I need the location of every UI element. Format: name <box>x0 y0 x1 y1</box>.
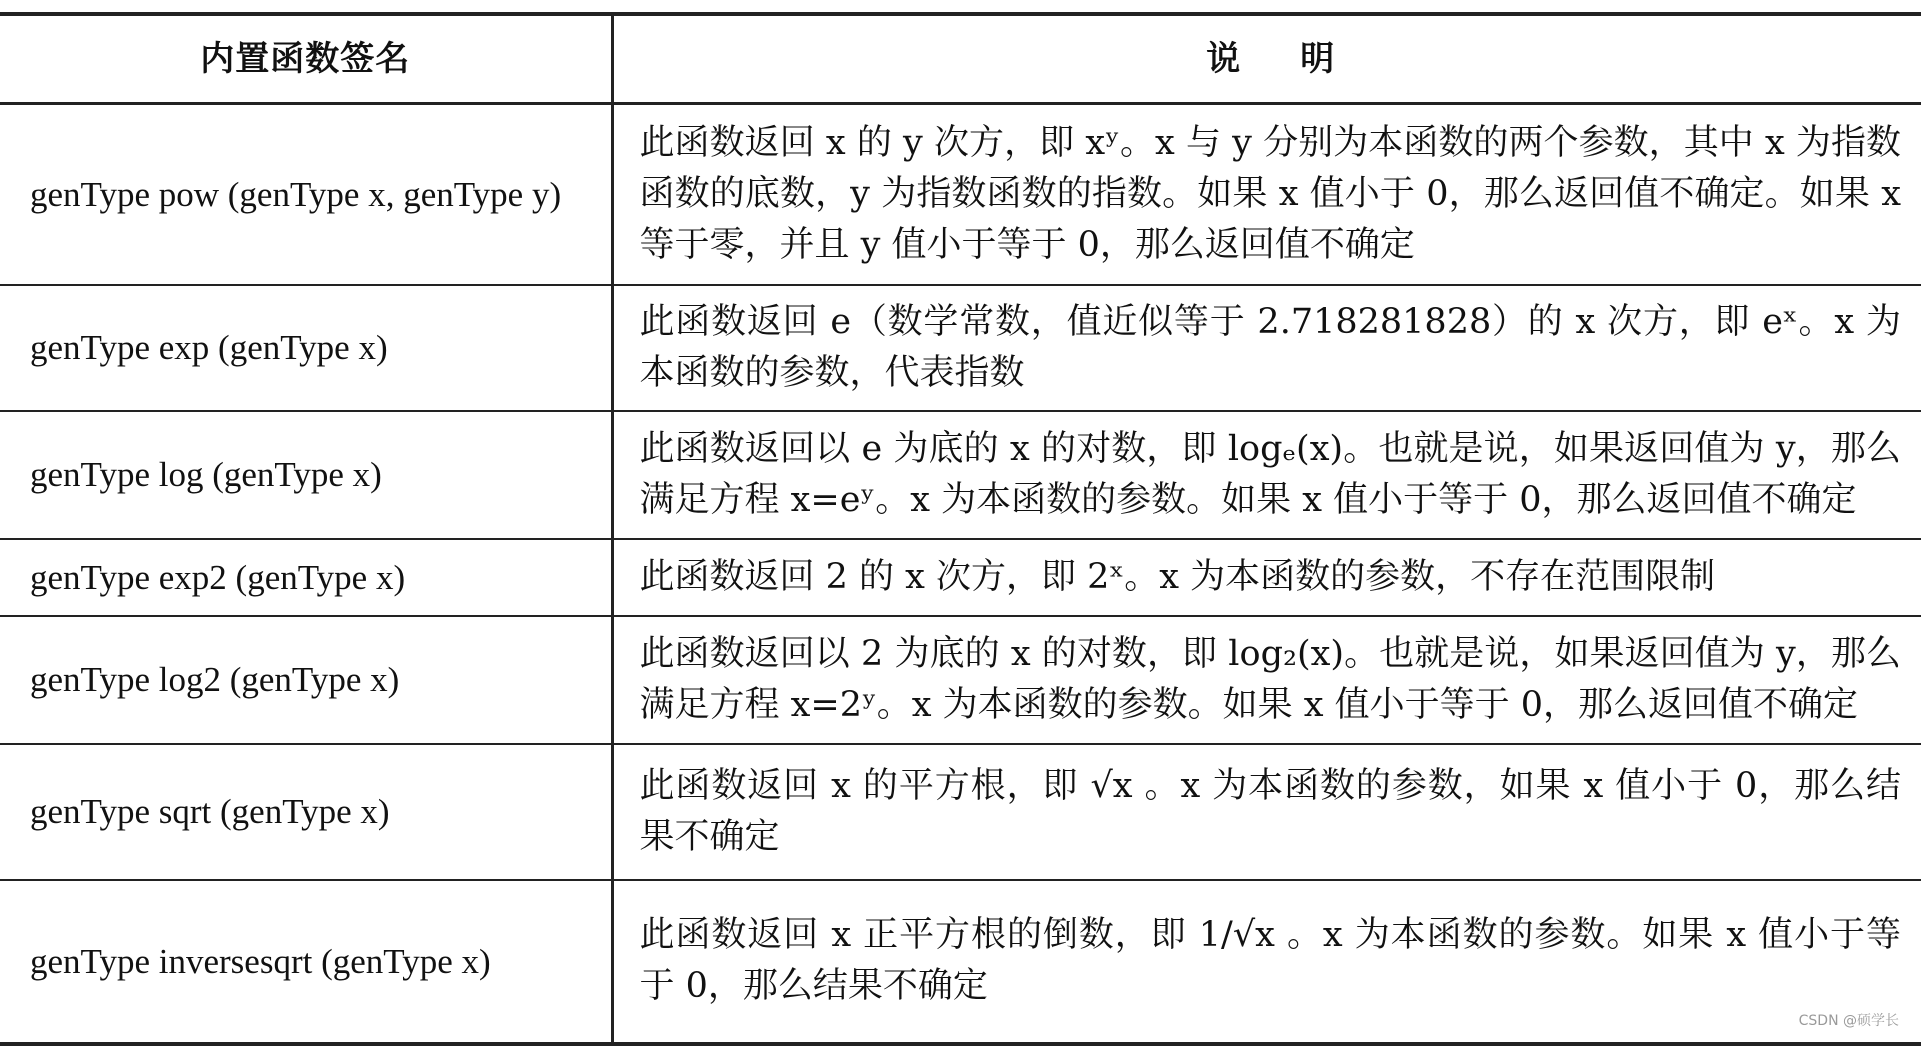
table-row-inversesqrt <box>0 880 1921 1044</box>
signature-exp: genType exp (genType x) <box>0 285 612 411</box>
description-sqrt-text: 此函数返回 x 的平方根，即 √x 。x 为本函数的参数，如果 x 值小于 0，那么结果不确定 <box>639 765 1901 857</box>
description-inversesqrt-text: 此函数返回 x 正平方根的倒数，即 1/√x 。x 为本函数的参数。如果 x 值小于等于 0，那么结果不确定 <box>639 915 1901 1006</box>
description-exp <box>612 285 1921 411</box>
table-header-row <box>0 14 1921 104</box>
signature-pow: genType pow (genType x, genType y) <box>0 104 612 285</box>
header-description-label: 说明 <box>1206 38 1395 79</box>
table-row-pow <box>0 104 1921 285</box>
description-log2 <box>612 616 1921 744</box>
signature-sqrt: genType sqrt (genType x) <box>0 744 612 880</box>
header-signature: 内置函数签名 <box>0 14 612 104</box>
functions-table <box>0 12 1921 1046</box>
table-row-exp2 <box>0 539 1921 616</box>
watermark: CSDN @硕学长 <box>1798 1013 1899 1029</box>
description-log-text: 此函数返回以 e 为底的 x 的对数，即 logₑ(x)。也就是说，如果返回值为 y，那么满足方程 x=eʸ。x 为本函数的参数。如果 x 值小于等于 0，那么返回值不确定 <box>639 428 1901 520</box>
header-description <box>612 14 1921 104</box>
description-log <box>612 411 1921 539</box>
description-inversesqrt <box>612 880 1921 1044</box>
table-row-log <box>0 411 1921 539</box>
table-row-exp <box>0 285 1921 411</box>
signature-exp2: genType exp2 (genType x) <box>0 539 612 616</box>
description-exp2-text: 此函数返回 2 的 x 次方，即 2ˣ。x 为本函数的参数，不存在范围限制 <box>639 556 1716 597</box>
description-exp2 <box>612 539 1921 616</box>
signature-log2: genType log2 (genType x) <box>0 616 612 744</box>
table-row-sqrt <box>0 744 1921 880</box>
description-pow <box>612 104 1921 285</box>
description-exp-text: 此函数返回 e（数学常数，值近似等于 2.718281828）的 x 次方，即 eˣ。x 为本函数的参数，代表指数 <box>639 301 1901 393</box>
table-row-log2 <box>0 616 1921 744</box>
description-log2-text: 此函数返回以 2 为底的 x 的对数，即 log₂(x)。也就是说，如果返回值为 y，那么满足方程 x=2ʸ。x 为本函数的参数。如果 x 值小于等于 0，那么返回值不确定 <box>639 633 1901 725</box>
signature-inversesqrt: genType inversesqrt (genType x) <box>0 880 612 1044</box>
description-pow-text: 此函数返回 x 的 y 次方，即 xʸ。x 与 y 分别为本函数的两个参数，其中 x 为指数函数的底数，y 为指数函数的指数。如果 x 值小于 0，那么返回值不确定。如果 x 等于零，并且 y 值小于等于 0，那么返回值不确定 <box>639 122 1901 265</box>
signature-log: genType log (genType x) <box>0 411 612 539</box>
description-sqrt <box>612 744 1921 880</box>
